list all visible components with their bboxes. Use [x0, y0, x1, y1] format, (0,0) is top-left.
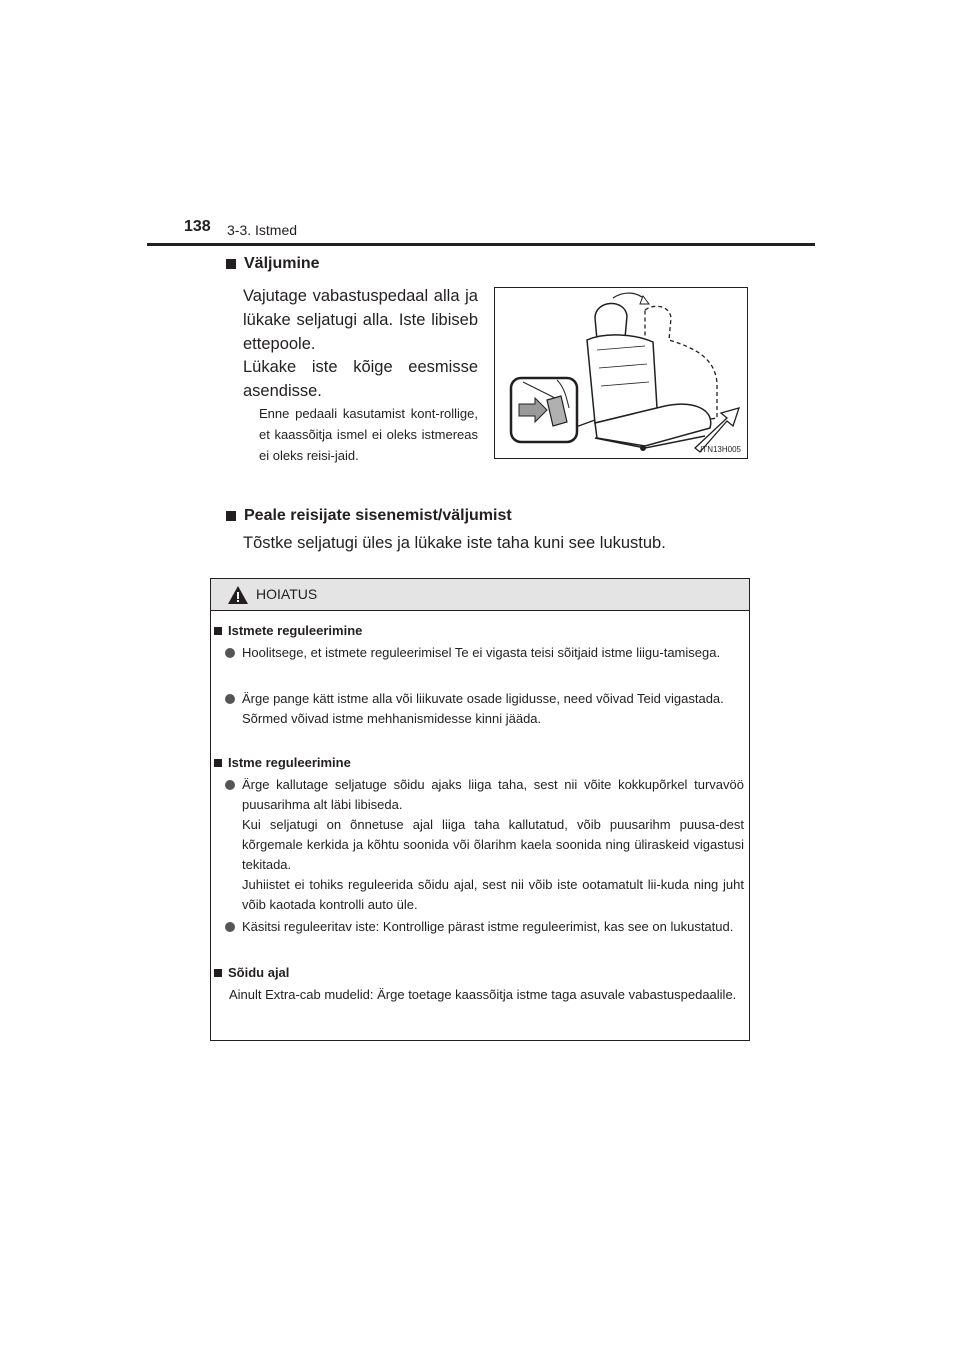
warning-item-text: Hoolitsege, et istmete reguleerimisel Te ei vigasta teisi sõitjaid istme liigu-tamisega.: [242, 645, 721, 660]
warning-item-text: Ärge kallutage seljatuge sõidu ajaks liiga taha, sest nii võite kokkupõrkel turvavöö puusarihma alt läbi libiseda. Kui seljatugi on õnnetuse ajal liiga taha kallutatud, võib puusarihm puusa-dest kõrgemale kerkida ja kõhtu soonida või õlarihm kaela soonida ning üliraskeid vigastusi tekitada. Juhiistet ei tohiks reguleerida sõidu ajal, sest nii võib iste ootamatult lii-kuda ning juht võib kaotada kontrolli auto üle.: [242, 777, 744, 912]
exit-paragraph-2: Lükake iste kõige eesmisse asendisse.: [243, 358, 478, 400]
round-bullet-icon: [225, 922, 235, 932]
square-bullet-icon: [214, 759, 222, 767]
exit-heading-text: Väljumine: [244, 255, 320, 272]
seat-illustration: [494, 287, 748, 459]
warning-box: [210, 578, 750, 1041]
warning-title: HOIATUS: [256, 586, 318, 602]
exit-note: Enne pedaali kasutamist kont-rollige, et kaassõitja ismel ei oleks istmereas ei oleks reisi-jaid.: [259, 406, 478, 463]
warning-section-heading-text: Istme reguleerimine: [228, 755, 351, 770]
warning-item-text: Käsitsi reguleeritav iste: Kontrollige pärast istme reguleerimist, kas see on lukustatud.: [242, 919, 734, 934]
after-heading: [226, 507, 512, 525]
warning-list-item: [225, 643, 745, 685]
page-number: 138: [184, 218, 211, 235]
warning-header: [211, 579, 749, 611]
square-bullet-icon: [214, 969, 222, 977]
warning-section-heading-text: Istmete reguleerimine: [228, 623, 363, 638]
warning-section-heading: [214, 623, 362, 638]
exit-heading: [226, 255, 320, 273]
exit-paragraph-1: Vajutage vabastuspedaal alla ja lükake seljatugi alla. Iste libiseb ettepoole.: [243, 287, 478, 353]
after-text: Tõstke seljatugi üles ja lükake iste taha kuni see lukustub.: [243, 534, 666, 552]
warning-section-heading-text: Sõidu ajal: [228, 965, 290, 980]
warning-list-item: [225, 775, 745, 915]
warning-section-heading: [214, 965, 289, 980]
square-bullet-icon: [226, 511, 236, 521]
warning-triangle-icon: [227, 585, 249, 605]
round-bullet-icon: [225, 648, 235, 658]
warning-list-item: [225, 689, 745, 751]
warning-plain-text: Ainult Extra-cab mudelid: Ärge toetage kaassõitja istme taga asuvale vabastuspedaalile.: [229, 987, 737, 1002]
square-bullet-icon: [226, 259, 236, 269]
after-heading-text: Peale reisijate sisenemist/väljumist: [244, 507, 512, 524]
section-title: 3-3. Istmed: [227, 222, 298, 238]
figure-code: ITN13H005: [700, 445, 741, 454]
warning-section-heading: [214, 755, 351, 770]
round-bullet-icon: [225, 780, 235, 790]
warning-list-item: [225, 917, 745, 959]
round-bullet-icon: [225, 694, 235, 704]
header-rule: [147, 243, 815, 246]
warning-item-text: Ärge pange kätt istme alla või liikuvate osade ligidusse, need võivad Teid vigastada. Sõrmed võivad istme mehhanismidesse kinni jääda.: [242, 691, 724, 726]
seat-drawing: [495, 288, 747, 458]
square-bullet-icon: [214, 627, 222, 635]
